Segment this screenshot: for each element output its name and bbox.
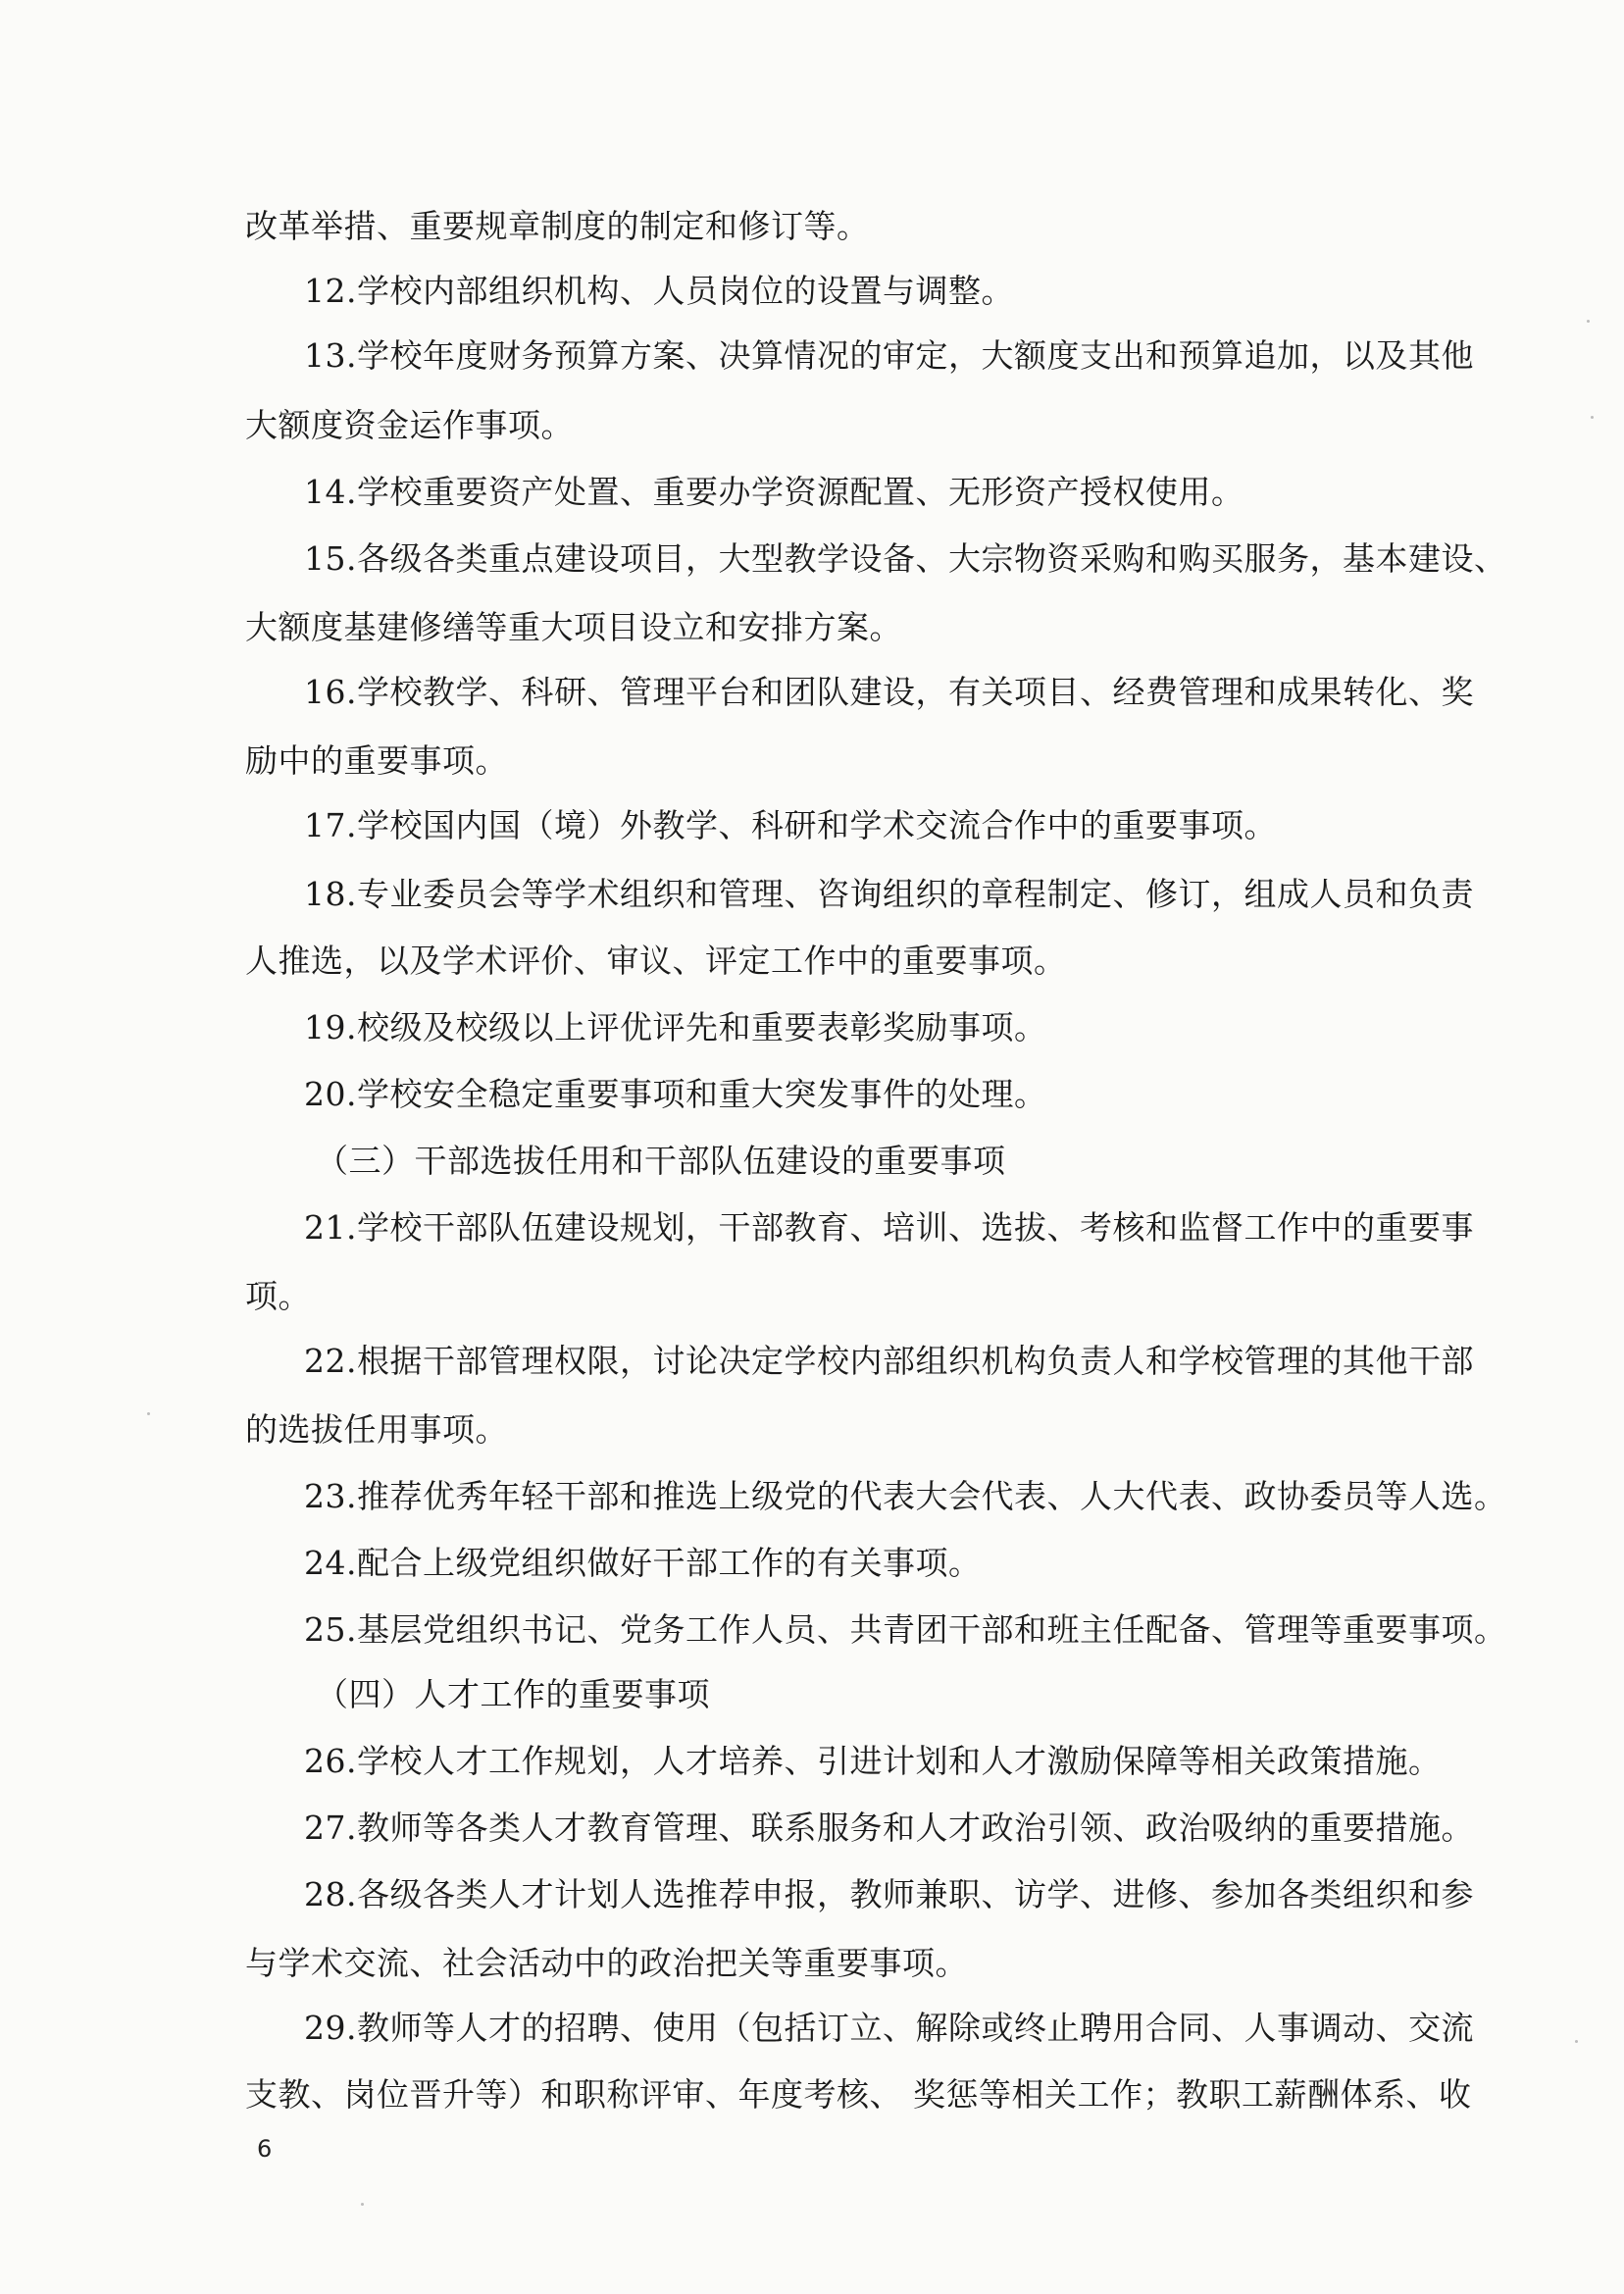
text-line-7: 大额度基建修缮等重大项目设立和安排方案。 — [245, 608, 902, 646]
text-line-19: 的选拔任用事项。 — [245, 1410, 508, 1449]
text-line-11: 18.专业委员会等学术组织和管理、咨询组织的章程制定、修订，组成人员和负责 — [304, 875, 1474, 913]
text-line-3: 13.学校年度财务预算方案、决算情况的审定，大额度支出和预算追加，以及其他 — [304, 336, 1474, 375]
text-line-8: 16.学校教学、科研、管理平台和团队建设，有关项目、经费管理和成果转化、奖 — [304, 673, 1474, 711]
scan-speck — [361, 2203, 364, 2206]
text-line-26: 28.各级各类人才计划人选推荐申报，教师兼职、访学、进修、参加各类组织和参 — [304, 1875, 1474, 1913]
text-line-21: 24.配合上级党组织做好干部工作的有关事项。 — [304, 1544, 982, 1582]
text-line-29: 支教、岗位晋升等）和职称评审、年度考核、 奖惩等相关工作；教职工薪酬体系、收 — [245, 2075, 1472, 2114]
section-heading-4: （四）人才工作的重要事项 — [316, 1675, 710, 1713]
text-line-20: 23.推荐优秀年轻干部和推选上级党的代表大会代表、人大代表、政协委员等人选。 — [304, 1477, 1507, 1515]
text-line-1: 改革举措、重要规章制度的制定和修订等。 — [245, 207, 870, 245]
scan-speck — [1575, 2040, 1578, 2043]
text-line-24: 26.学校人才工作规划，人才培养、引进计划和人才激励保障等相关政策措施。 — [304, 1742, 1442, 1780]
text-line-28: 29.教师等人才的招聘、使用（包括订立、解除或终止聘用合同、人事调动、交流 — [304, 2009, 1474, 2047]
section-heading-3: （三）干部选拔任用和干部队伍建设的重要事项 — [316, 1142, 1006, 1180]
text-line-27: 与学术交流、社会活动中的政治把关等重要事项。 — [245, 1944, 968, 1982]
text-line-4: 大额度资金运作事项。 — [245, 406, 574, 444]
text-line-14: 20.学校安全稳定重要事项和重大突发事件的处理。 — [304, 1075, 1047, 1113]
text-line-9: 励中的重要事项。 — [245, 741, 508, 780]
text-line-5: 14.学校重要资产处置、重要办学资源配置、无形资产授权使用。 — [304, 473, 1244, 511]
scan-speck — [1587, 320, 1590, 323]
text-line-17: 项。 — [245, 1277, 311, 1315]
page-number: 6 — [257, 2135, 273, 2163]
text-line-16: 21.学校干部队伍建设规划，干部教育、培训、选拔、考核和监督工作中的重要事 — [304, 1208, 1474, 1247]
scan-speck — [147, 1412, 150, 1415]
text-line-25: 27.教师等各类人才教育管理、联系服务和人才政治引领、政治吸纳的重要措施。 — [304, 1809, 1474, 1847]
scan-speck — [1591, 416, 1594, 419]
text-line-6: 15.各级各类重点建设项目，大型教学设备、大宗物资采购和购买服务，基本建设、 — [304, 539, 1507, 578]
text-line-13: 19.校级及校级以上评优评先和重要表彰奖励事项。 — [304, 1008, 1047, 1046]
text-line-2: 12.学校内部组织机构、人员岗位的设置与调整。 — [304, 272, 1014, 310]
text-line-10: 17.学校国内国（境）外教学、科研和学术交流合作中的重要事项。 — [304, 806, 1277, 844]
text-line-22: 25.基层党组织书记、党务工作人员、共青团干部和班主任配备、管理等重要事项。 — [304, 1610, 1507, 1649]
text-line-18: 22.根据干部管理权限，讨论决定学校内部组织机构负责人和学校管理的其他干部 — [304, 1342, 1474, 1380]
text-line-12: 人推选，以及学术评价、审议、评定工作中的重要事项。 — [245, 942, 1067, 980]
